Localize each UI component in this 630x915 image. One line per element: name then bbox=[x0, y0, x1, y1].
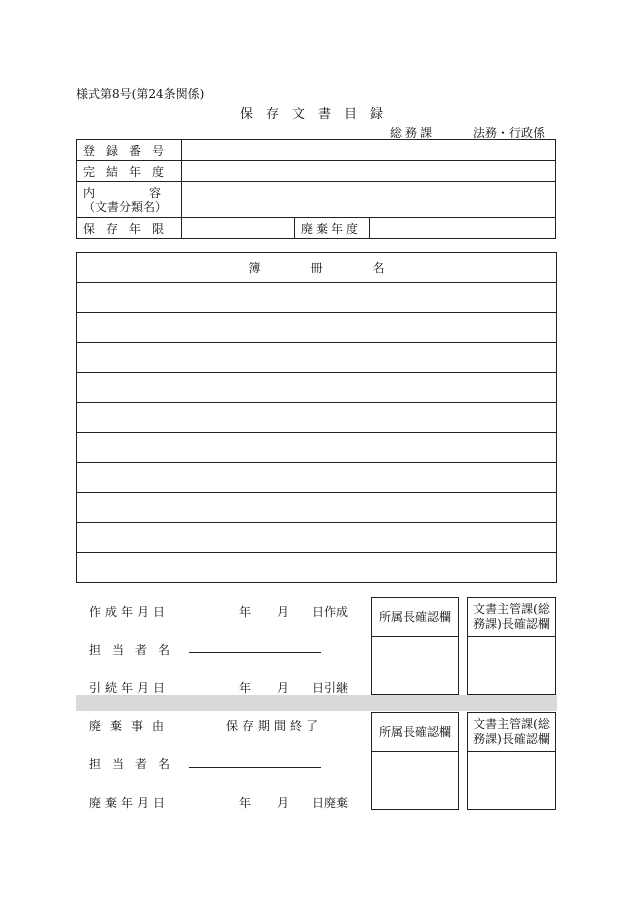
ledger-row[interactable] bbox=[77, 433, 557, 463]
ledger-row[interactable] bbox=[77, 283, 557, 313]
handover-date-label: 引続年月日 bbox=[89, 681, 170, 695]
creation-year-unit: 年 bbox=[239, 605, 252, 619]
retention-field[interactable] bbox=[182, 218, 295, 239]
office-head-confirm-box-2[interactable] bbox=[371, 712, 459, 810]
ledger-row[interactable] bbox=[77, 493, 557, 523]
ledger-row[interactable] bbox=[77, 463, 557, 493]
info-table bbox=[76, 139, 556, 239]
ledger-row[interactable] bbox=[77, 553, 557, 583]
docs-head-confirm-box-1[interactable] bbox=[467, 597, 556, 695]
ledger-row[interactable] bbox=[77, 373, 557, 403]
ledger-header: 簿冊名 bbox=[77, 253, 557, 283]
completion-year-field[interactable] bbox=[182, 161, 556, 182]
disposal-month-unit: 月 bbox=[277, 796, 290, 810]
handover-year-unit: 年 bbox=[239, 681, 252, 695]
creation-month-unit: 月 bbox=[277, 605, 290, 619]
disposal-reason-label: 廃棄事由 bbox=[89, 719, 174, 733]
content-label: 内 容 （文書分類名） bbox=[77, 182, 182, 218]
creation-person-field[interactable] bbox=[189, 652, 321, 653]
ledger-row[interactable] bbox=[77, 313, 557, 343]
page-title: 保存文書目録 bbox=[239, 107, 396, 122]
section-divider bbox=[76, 695, 557, 711]
ledger-row[interactable] bbox=[77, 343, 557, 373]
office-head-confirm-box-1[interactable] bbox=[371, 597, 459, 695]
disposal-reason-value: 保存期間終了 bbox=[226, 719, 323, 733]
retention-label: 保存年限 bbox=[77, 218, 182, 239]
ledger-row[interactable] bbox=[77, 403, 557, 433]
handover-month-unit: 月 bbox=[277, 681, 290, 695]
disposal-year-label: 廃棄年度 bbox=[295, 218, 370, 239]
completion-year-label: 完結年度 bbox=[77, 161, 182, 182]
disposal-person-label: 担当者名 bbox=[89, 757, 182, 771]
docs-head-confirm-label: 文書主管課(総 務課)長確認欄 bbox=[468, 598, 555, 637]
creation-person-label: 担当者名 bbox=[89, 643, 182, 657]
disposal-year-field[interactable] bbox=[370, 218, 556, 239]
docs-head-confirm-label: 文書主管課(総 務課)長確認欄 bbox=[468, 713, 555, 752]
ledger-row[interactable] bbox=[77, 523, 557, 553]
registration-no-field[interactable] bbox=[182, 140, 556, 161]
ledger-table bbox=[76, 252, 557, 583]
handover-day-unit: 日引継 bbox=[312, 681, 349, 695]
section-label: 法務・行政係 bbox=[473, 126, 546, 140]
registration-no-label: 登録番号 bbox=[77, 140, 182, 161]
disposal-year-unit: 年 bbox=[239, 796, 252, 810]
office-head-confirm-label: 所属長確認欄 bbox=[372, 598, 458, 637]
disposal-day-unit: 日廃棄 bbox=[312, 796, 349, 810]
disposal-person-field[interactable] bbox=[189, 767, 321, 768]
creation-day-unit: 日作成 bbox=[312, 605, 349, 619]
office-head-confirm-label: 所属長確認欄 bbox=[372, 713, 458, 752]
department-label: 総務課 bbox=[390, 126, 436, 140]
disposal-date-label: 廃棄年月日 bbox=[89, 796, 170, 810]
docs-head-confirm-box-2[interactable] bbox=[467, 712, 556, 810]
creation-date-label: 作成年月日 bbox=[89, 605, 170, 619]
content-field[interactable] bbox=[182, 182, 556, 218]
form-number: 様式第8号(第24条関係) bbox=[76, 87, 205, 101]
